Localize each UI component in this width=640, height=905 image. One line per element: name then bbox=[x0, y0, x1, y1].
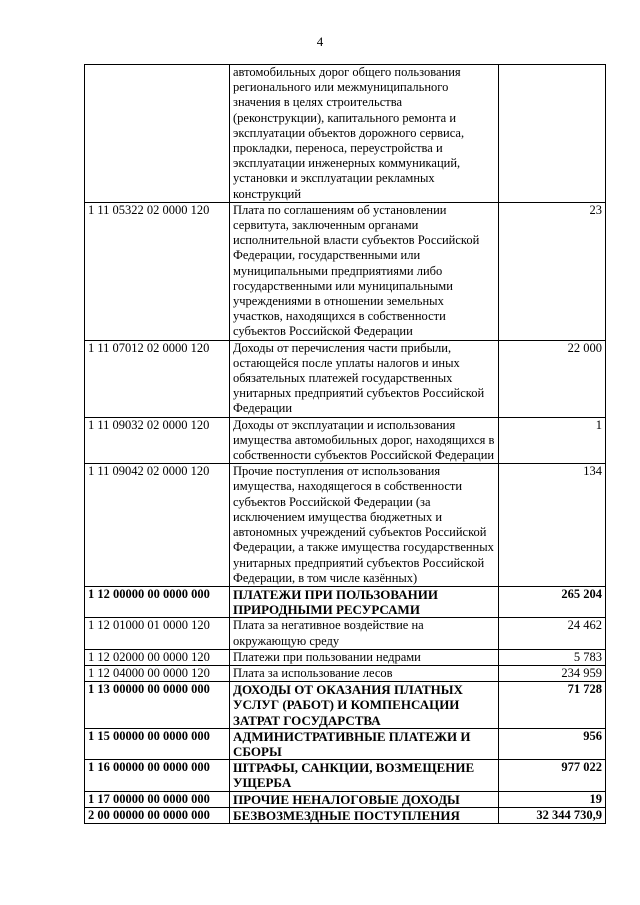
table-row bbox=[85, 586, 606, 617]
revenue-name-cell: АДМИНИСТРАТИВНЫЕ ПЛАТЕЖИ И СБОРЫ bbox=[230, 728, 499, 759]
amount-cell: 956 bbox=[499, 728, 606, 759]
table-row bbox=[85, 760, 606, 791]
table-row bbox=[85, 807, 606, 823]
amount-cell: 977 022 bbox=[499, 760, 606, 791]
revenue-table bbox=[84, 64, 606, 824]
revenue-name-cell: автомобильных дорог общего пользования регионального или межмуниципального значения в целях строительства (реконструкции), капитального ремонта и эксплуатации объектов дорожного сервиса, прокладки, переноса, переустройства и эксплуатации инженерных коммуникаций, установки и эксплуатации рекламных конструкций bbox=[230, 65, 499, 203]
table-row bbox=[85, 791, 606, 807]
budget-code-cell bbox=[85, 65, 230, 203]
revenue-name-cell: ДОХОДЫ ОТ ОКАЗАНИЯ ПЛАТНЫХ УСЛУГ (РАБОТ) И КОМПЕНСАЦИИ ЗАТРАТ ГОСУДАРСТВА bbox=[230, 682, 499, 729]
revenue-name-cell: Плата за использование лесов bbox=[230, 665, 499, 681]
amount-cell bbox=[499, 65, 606, 203]
revenue-name-cell: Плата по соглашениям об установлении сервитута, заключенным органами исполнительной власти субъектов Российской Федерации, государственными или муниципальными предприятиями либо государственными или муниципальными учреждениями в отношении земельных участков, находящихся в собственности субъектов Российской Федерации bbox=[230, 202, 499, 340]
table-row bbox=[85, 202, 606, 340]
budget-code-cell: 1 11 07012 02 0000 120 bbox=[85, 340, 230, 417]
budget-code-cell: 1 11 09032 02 0000 120 bbox=[85, 417, 230, 464]
revenue-name-cell: Плата за негативное воздействие на окружающую среду bbox=[230, 618, 499, 649]
table-row bbox=[85, 417, 606, 464]
budget-code-cell: 1 17 00000 00 0000 000 bbox=[85, 791, 230, 807]
revenue-name-cell: ШТРАФЫ, САНКЦИИ, ВОЗМЕЩЕНИЕ УЩЕРБА bbox=[230, 760, 499, 791]
table-row bbox=[85, 464, 606, 587]
revenue-name-cell: ПЛАТЕЖИ ПРИ ПОЛЬЗОВАНИИ ПРИРОДНЫМИ РЕСУРСАМИ bbox=[230, 586, 499, 617]
budget-code-cell: 1 12 01000 01 0000 120 bbox=[85, 618, 230, 649]
revenue-name-cell: БЕЗВОЗМЕЗДНЫЕ ПОСТУПЛЕНИЯ bbox=[230, 807, 499, 823]
budget-code-cell: 1 15 00000 00 0000 000 bbox=[85, 728, 230, 759]
amount-cell: 1 bbox=[499, 417, 606, 464]
amount-cell: 134 bbox=[499, 464, 606, 587]
revenue-name-cell: Доходы от перечисления части прибыли, остающейся после уплаты налогов и иных обязательных платежей государственных унитарных предприятий субъектов Российской Федерации bbox=[230, 340, 499, 417]
revenue-name-cell: Доходы от эксплуатации и использования имущества автомобильных дорог, находящихся в собственности субъектов Российской Федерации bbox=[230, 417, 499, 464]
page-number: 4 bbox=[316, 34, 324, 49]
budget-code-cell: 1 12 00000 00 0000 000 bbox=[85, 586, 230, 617]
table-row bbox=[85, 618, 606, 649]
budget-code-cell: 1 12 02000 00 0000 120 bbox=[85, 649, 230, 665]
revenue-name-cell: Прочие поступления от использования имущества, находящегося в собственности субъектов Российской Федерации (за исключением имущества бюджетных и автономных учреждений субъектов Российской Федерации, а также имущества государственных унитарных предприятий субъектов Российской Федерации, в том числе казённых) bbox=[230, 464, 499, 587]
table-row bbox=[85, 682, 606, 729]
amount-cell: 265 204 bbox=[499, 586, 606, 617]
amount-cell: 5 783 bbox=[499, 649, 606, 665]
budget-code-cell: 1 11 05322 02 0000 120 bbox=[85, 202, 230, 340]
amount-cell: 234 959 bbox=[499, 665, 606, 681]
budget-code-cell: 2 00 00000 00 0000 000 bbox=[85, 807, 230, 823]
amount-cell: 23 bbox=[499, 202, 606, 340]
table-row bbox=[85, 665, 606, 681]
revenue-name-cell: ПРОЧИЕ НЕНАЛОГОВЫЕ ДОХОДЫ bbox=[230, 791, 499, 807]
amount-cell: 71 728 bbox=[499, 682, 606, 729]
amount-cell: 24 462 bbox=[499, 618, 606, 649]
budget-code-cell: 1 13 00000 00 0000 000 bbox=[85, 682, 230, 729]
table-row bbox=[85, 649, 606, 665]
table-row bbox=[85, 340, 606, 417]
revenue-name-cell: Платежи при пользовании недрами bbox=[230, 649, 499, 665]
amount-cell: 19 bbox=[499, 791, 606, 807]
amount-cell: 32 344 730,9 bbox=[499, 807, 606, 823]
table-row bbox=[85, 65, 606, 203]
budget-code-cell: 1 16 00000 00 0000 000 bbox=[85, 760, 230, 791]
table-row bbox=[85, 728, 606, 759]
budget-code-cell: 1 12 04000 00 0000 120 bbox=[85, 665, 230, 681]
amount-cell: 22 000 bbox=[499, 340, 606, 417]
budget-code-cell: 1 11 09042 02 0000 120 bbox=[85, 464, 230, 587]
